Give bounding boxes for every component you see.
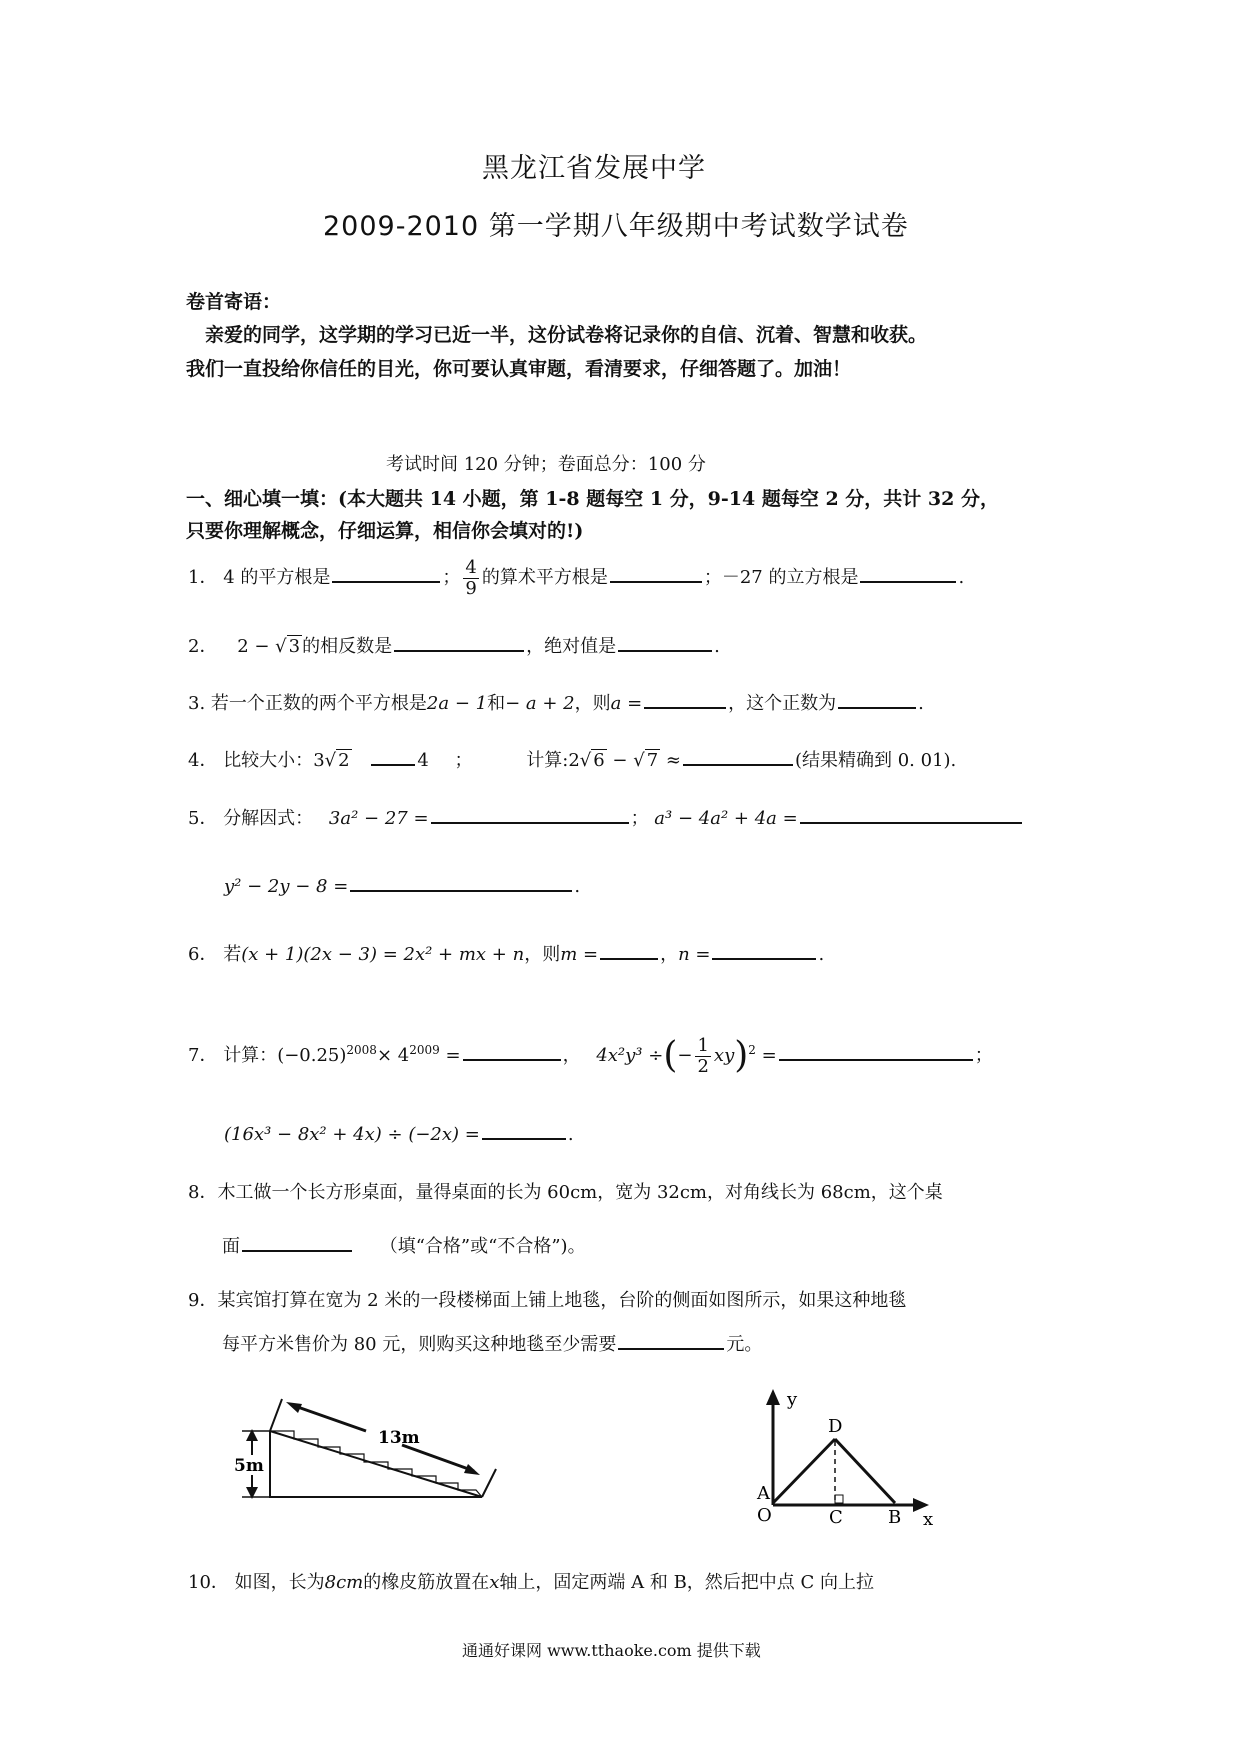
fraction: $\frac{1}{2}$ (697, 1034, 709, 1077)
question-1 (188, 556, 964, 600)
question-8-line-2 (222, 1232, 586, 1258)
q4-expr-2: 4 (417, 750, 429, 771)
q7-text-1: 计算： (223, 1045, 278, 1066)
q9-text-1: 每平方米售价为 80 元，则购买这种地毯至少需要 (222, 1334, 617, 1355)
question-number: 9． (188, 1290, 218, 1311)
q5-expr-2: a³ − 4a² + 4a = (654, 808, 798, 829)
q3-text-3: ，则 (574, 693, 611, 714)
answer-blank[interactable] (712, 940, 816, 960)
answer-blank[interactable] (431, 804, 629, 824)
point-d-label: D (828, 1416, 843, 1437)
q4-text-1: 比较大小： (223, 750, 314, 771)
q1-text-3: 的算术平方根是 (481, 567, 608, 588)
answer-blank[interactable] (779, 1041, 973, 1061)
q5-text-2: ； (630, 808, 649, 829)
q3-text-2: 和 (487, 693, 506, 714)
q3-text-4: ，这个正数为 (728, 693, 837, 714)
fraction: $\frac{4}{9}$ (465, 556, 477, 599)
answer-blank[interactable] (683, 746, 793, 766)
question-number: 1． (188, 567, 218, 588)
question-10 (188, 1568, 874, 1594)
question-number: 10． (188, 1572, 229, 1593)
q4-root-1: 2 (338, 750, 350, 771)
question-number: 3. (188, 693, 206, 714)
q9-line-1: 某宾馆打算在宽为 2 米的一段楼梯面上铺上地毯，台阶的侧面如图所示，如果这种地毯 (217, 1290, 907, 1311)
q7-text-3: ； (974, 1045, 993, 1066)
arrow-right-head (464, 1464, 480, 1475)
arrow-right (402, 1445, 474, 1471)
point-c-label: C (829, 1507, 843, 1528)
school-name: 黑龙江省发展中学 (482, 153, 706, 184)
preface-line-1: 亲爱的同学，这学期的学习已近一半，这份试卷将记录你的自信、沉着、智慧和收获。 (205, 324, 928, 346)
question-number: 4． (188, 750, 218, 771)
carpet-end-right (482, 1469, 496, 1497)
question-4: 4． 比较大小：3√ 2 4 ； 计算:2√ 6 − √ 7 ≈ (结果精确到 0. 01). (188, 746, 956, 772)
question-8 (188, 1178, 943, 1204)
axes-figure (745, 1385, 945, 1530)
q7-text-4: . (567, 1124, 574, 1145)
q4-expr-1: 3 (313, 750, 325, 771)
q4-text-4: (结果精确到 0. 01). (794, 750, 957, 771)
section-heading-line-2: 只要你理解概念，仔细运算，相信你会填对的!) (186, 520, 584, 542)
q3-text-5: . (918, 693, 924, 714)
question-7: 7． 计算：$(-0.25)^{2008}\times 4^{2009}$ = ， 4x²y³ ÷(− $\frac{1}{2}$ xy)$^2$ = ； (188, 1034, 993, 1077)
q6-text-2: ，则 (524, 944, 561, 965)
q4-text-2: ； (454, 750, 473, 771)
q7-expr-2: 4x²y³ ÷ (596, 1045, 664, 1066)
answer-blank[interactable] (644, 689, 726, 709)
answer-blank[interactable] (800, 804, 1022, 824)
segment-ad (773, 1439, 835, 1503)
y-axis-arrow (766, 1389, 780, 1405)
stair-length-label: 13m (378, 1428, 420, 1448)
q8-text-2: （填“合格”或“不合格”)。 (379, 1236, 586, 1257)
question-3 (188, 689, 924, 715)
q6-text-4: . (818, 944, 825, 965)
q2-root: 3 (288, 636, 301, 657)
answer-blank[interactable] (838, 689, 916, 709)
q1-text-2: ； (442, 567, 461, 588)
q10-expr-1: 8cm (324, 1572, 364, 1593)
question-number: 8． (188, 1182, 218, 1203)
q7-exponent-3: 2 (748, 1043, 756, 1057)
question-9 (188, 1286, 906, 1312)
q6-text-3: ， (660, 944, 679, 965)
q10-text-2: 的橡皮筋放置在 (363, 1572, 490, 1593)
answer-blank[interactable] (860, 563, 956, 583)
answer-blank[interactable] (618, 1330, 724, 1350)
q7-exponent-2: 2009 (409, 1043, 440, 1057)
point-a-label: A (757, 1483, 770, 1504)
question-number: 2． (188, 636, 218, 657)
question-number: 6． (188, 944, 218, 965)
question-7-line-2 (224, 1120, 574, 1145)
q8-text-1: 面 (222, 1236, 240, 1257)
q6-expr-2: m = (560, 944, 599, 965)
answer-blank[interactable] (242, 1232, 352, 1252)
q1-text-1: 4 的平方根是 (223, 567, 331, 588)
question-number: 5． (188, 808, 218, 829)
arrow-left-head (286, 1402, 302, 1413)
preface-label: 卷首寄语： (186, 291, 282, 313)
q7-equals-2: = (755, 1045, 777, 1066)
q7-expr-2b: xy (713, 1045, 735, 1066)
q1-text-4: ；－27 的立方根是 (703, 567, 859, 588)
answer-blank[interactable] (350, 872, 572, 892)
q4-minus: − (606, 750, 634, 771)
answer-blank[interactable] (332, 563, 440, 583)
q3-expr-2: − a + 2 (505, 693, 575, 714)
q2-text-1: 的相反数是 (302, 636, 393, 657)
q1-text-5: . (958, 567, 965, 588)
answer-blank[interactable] (610, 563, 702, 583)
footer-credit: 通通好课网 www.tthaoke.com 提供下载 (462, 1641, 761, 1660)
q9-text-2: 元。 (726, 1334, 763, 1355)
stairs-figure (230, 1385, 510, 1510)
q2-text-2: ，绝对值是 (526, 636, 617, 657)
q6-expr-1: (x + 1)(2x − 3) = 2x² + mx + n (241, 944, 525, 965)
exam-info: 考试时间 120 分钟；卷面总分：100 分 (386, 454, 706, 475)
q4-root-4: 7 (646, 750, 659, 771)
q4-root-3: 6 (593, 750, 605, 771)
segment-db (835, 1439, 895, 1503)
answer-blank[interactable] (618, 632, 712, 652)
q5-text-1: 分解因式： (223, 808, 314, 829)
q7-equals: = (439, 1045, 461, 1066)
arrow-left (292, 1405, 366, 1431)
exam-title: 2009-2010 第一学期八年级期中考试数学试卷 (323, 211, 909, 242)
carpet-end-left (270, 1399, 282, 1431)
point-o-label: O (757, 1505, 772, 1526)
q2-expr: 2 − (237, 636, 276, 657)
q6-expr-3: n = (678, 944, 711, 965)
q10-text-3: 轴上，固定两端 A 和 B，然后把中点 C 向上拉 (499, 1572, 875, 1593)
answer-blank[interactable] (600, 940, 658, 960)
answer-blank[interactable] (482, 1120, 566, 1140)
x-axis-label: x (923, 1509, 934, 1530)
q6-text-1: 若 (223, 944, 242, 965)
point-b-label: B (888, 1507, 902, 1528)
question-5-line-2 (224, 872, 580, 897)
answer-blank[interactable] (394, 632, 524, 652)
q7-exponent-1: 2008 (346, 1043, 377, 1057)
q10-expr-2: x (489, 1572, 500, 1593)
q10-text-1: 如图，长为 (234, 1572, 325, 1593)
answer-blank[interactable] (371, 746, 415, 766)
question-5 (188, 804, 1024, 830)
q4-expr-3: 2 (568, 750, 580, 771)
q4-approx: ≈ (660, 750, 681, 771)
section-heading-line-1: 一、细心填一填：(本大题共 14 小题，第 1-8 题每空 1 分，9-14 题每空 2 分，共计 32 分， (186, 488, 999, 510)
q5-expr-3: y² − 2y − 8 = (224, 876, 349, 897)
right-angle-mark (835, 1495, 843, 1503)
q5-expr-1: 3a² − 27 = (328, 808, 429, 829)
q8-line-1: 木工做一个长方形桌面，量得桌面的长为 60cm，宽为 32cm，对角线长为 68cm，这个桌 (217, 1182, 943, 1203)
q3-expr-1: 2a − 1 (426, 693, 488, 714)
question-6 (188, 940, 824, 966)
preface-line-2: 我们一直投给你信任的目光，你可要认真审题，看清要求，仔细答题了。加油！ (186, 358, 852, 380)
q7-text-2: ， (562, 1045, 581, 1066)
question-9-line-2 (222, 1330, 762, 1356)
question-number: 7． (188, 1045, 218, 1066)
y-axis-label: y (787, 1389, 798, 1410)
q7-expr-1b: × 4 (376, 1045, 410, 1066)
q3-expr-3: a = (610, 693, 643, 714)
question-2: 2． 2 − √ 3 的相反数是 ，绝对值是 . (188, 632, 720, 658)
q2-text-3: . (714, 636, 720, 657)
q7-expr-3: (16x³ − 8x² + 4x) ÷ (−2x) = (224, 1124, 480, 1145)
stair-height-label: 5m (234, 1456, 264, 1476)
q3-text-1: 若一个正数的两个平方根是 (210, 693, 427, 714)
q7-expr-1: (−0.25) (277, 1045, 347, 1066)
q5-text-3: . (574, 876, 581, 897)
answer-blank[interactable] (463, 1041, 561, 1061)
q4-text-3: 计算: (526, 750, 569, 771)
